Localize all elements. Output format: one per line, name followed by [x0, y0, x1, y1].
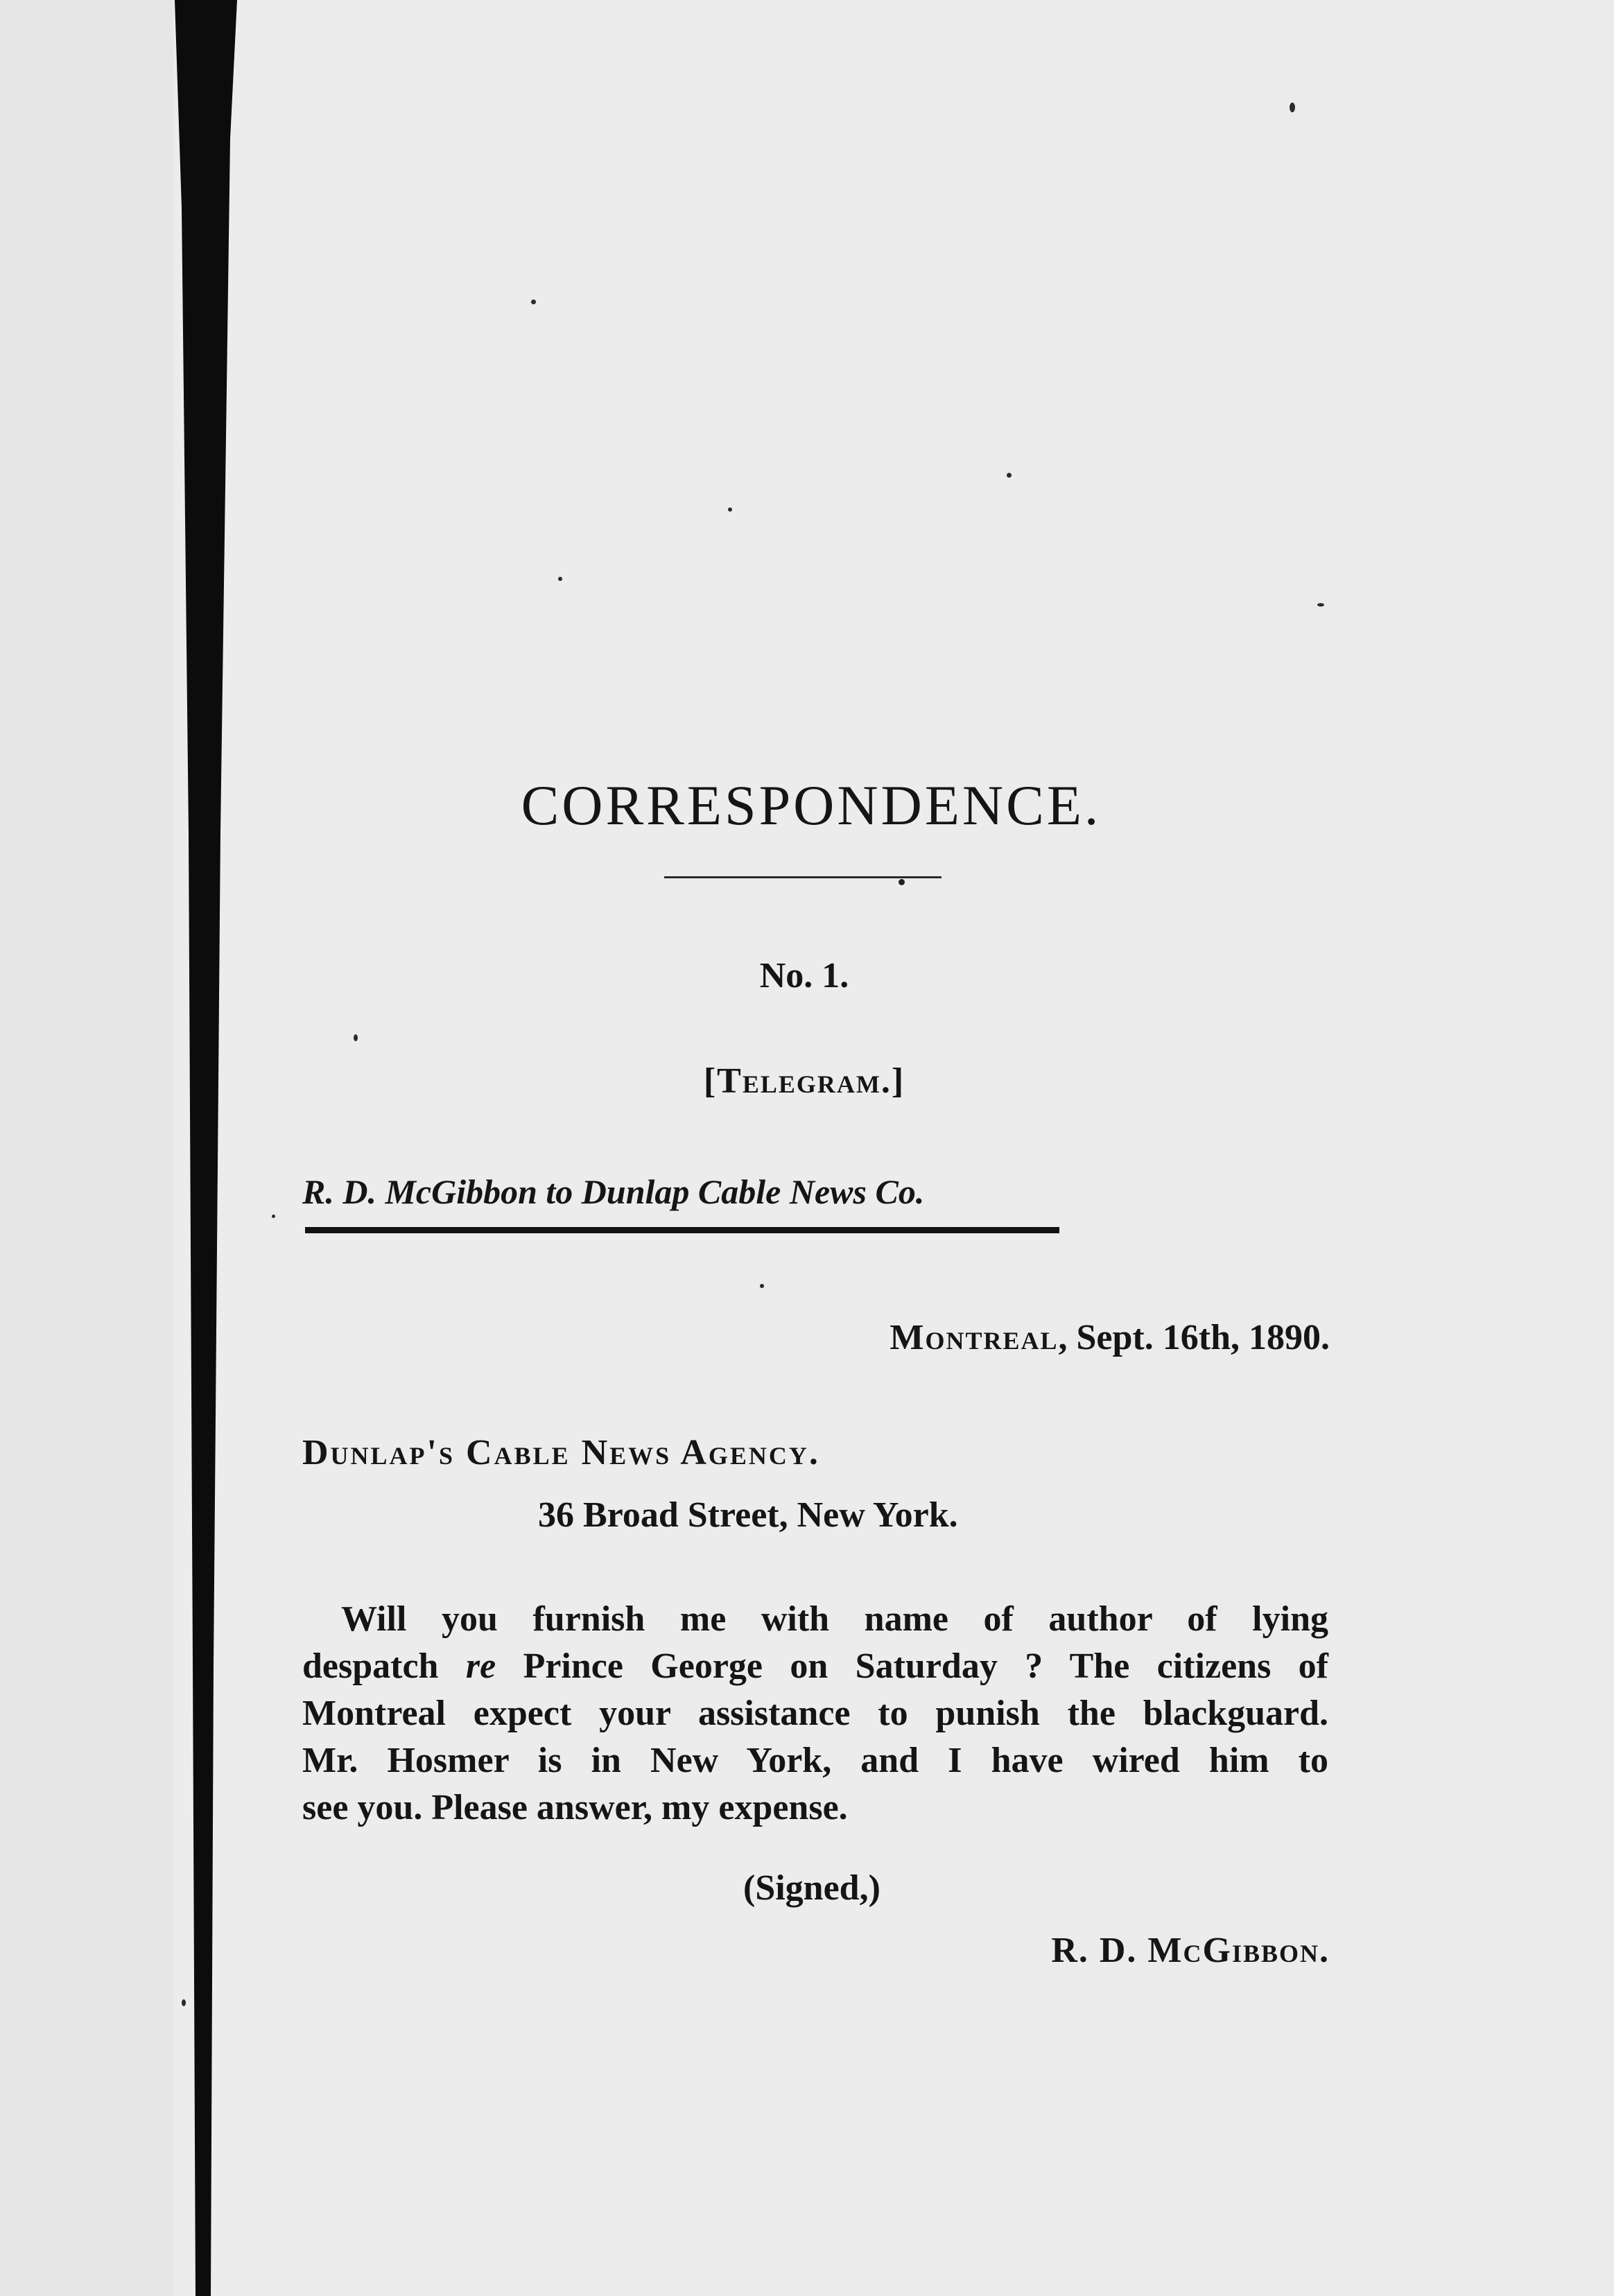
- scan-speck: [728, 507, 732, 512]
- body-line: Will you furnish me with name of author of lying: [341, 1599, 1328, 1639]
- scan-speck: [1290, 103, 1295, 112]
- scan-speck: [760, 1284, 764, 1288]
- scan-speck: [531, 299, 536, 304]
- scan-speck: [182, 1999, 186, 2006]
- address: 36 Broad Street, New York.: [538, 1495, 958, 1535]
- sender-line: R. D. McGibbon to Dunlap Cable News Co.: [302, 1172, 925, 1211]
- binding-line: [175, 0, 237, 2296]
- body-text-segment: Prince George on Saturday ? The citizens of: [496, 1646, 1328, 1686]
- body-line: Montreal expect your assistance to punish the blackguard.: [302, 1694, 1328, 1733]
- message-body: [302, 1596, 1328, 1832]
- body-line: Mr. Hosmer is in New York, and I have wired him to: [302, 1741, 1328, 1780]
- sender-underline: [305, 1227, 1059, 1233]
- scan-speck: [1007, 473, 1012, 478]
- page-title: CORRESPONDENCE.: [521, 773, 1102, 837]
- dateline: [890, 1317, 1330, 1358]
- body-italic-segment: re: [465, 1646, 496, 1686]
- signed-note: (Signed,): [743, 1868, 880, 1908]
- body-line: [302, 1643, 1328, 1690]
- scan-speck: [1317, 603, 1324, 607]
- scan-speck: [354, 1034, 358, 1041]
- divider-ornament: [899, 879, 905, 885]
- dateline-date: , Sept. 16th, 1890.: [1058, 1318, 1330, 1357]
- addressee: Dunlap's Cable News Agency.: [302, 1433, 820, 1472]
- signature: R. D. McGibbon.: [1051, 1931, 1330, 1970]
- scan-speck: [558, 577, 562, 581]
- body-text-segment: despatch: [302, 1646, 466, 1686]
- letter-number: No. 1.: [759, 956, 849, 995]
- left-margin: [0, 0, 173, 2296]
- body-line: see you. Please answer, my expense.: [302, 1788, 848, 1827]
- dateline-place: Montreal: [890, 1318, 1059, 1357]
- scan-speck: [272, 1215, 275, 1218]
- title-divider: [664, 876, 942, 878]
- document-kind: [Telegram.]: [703, 1061, 905, 1101]
